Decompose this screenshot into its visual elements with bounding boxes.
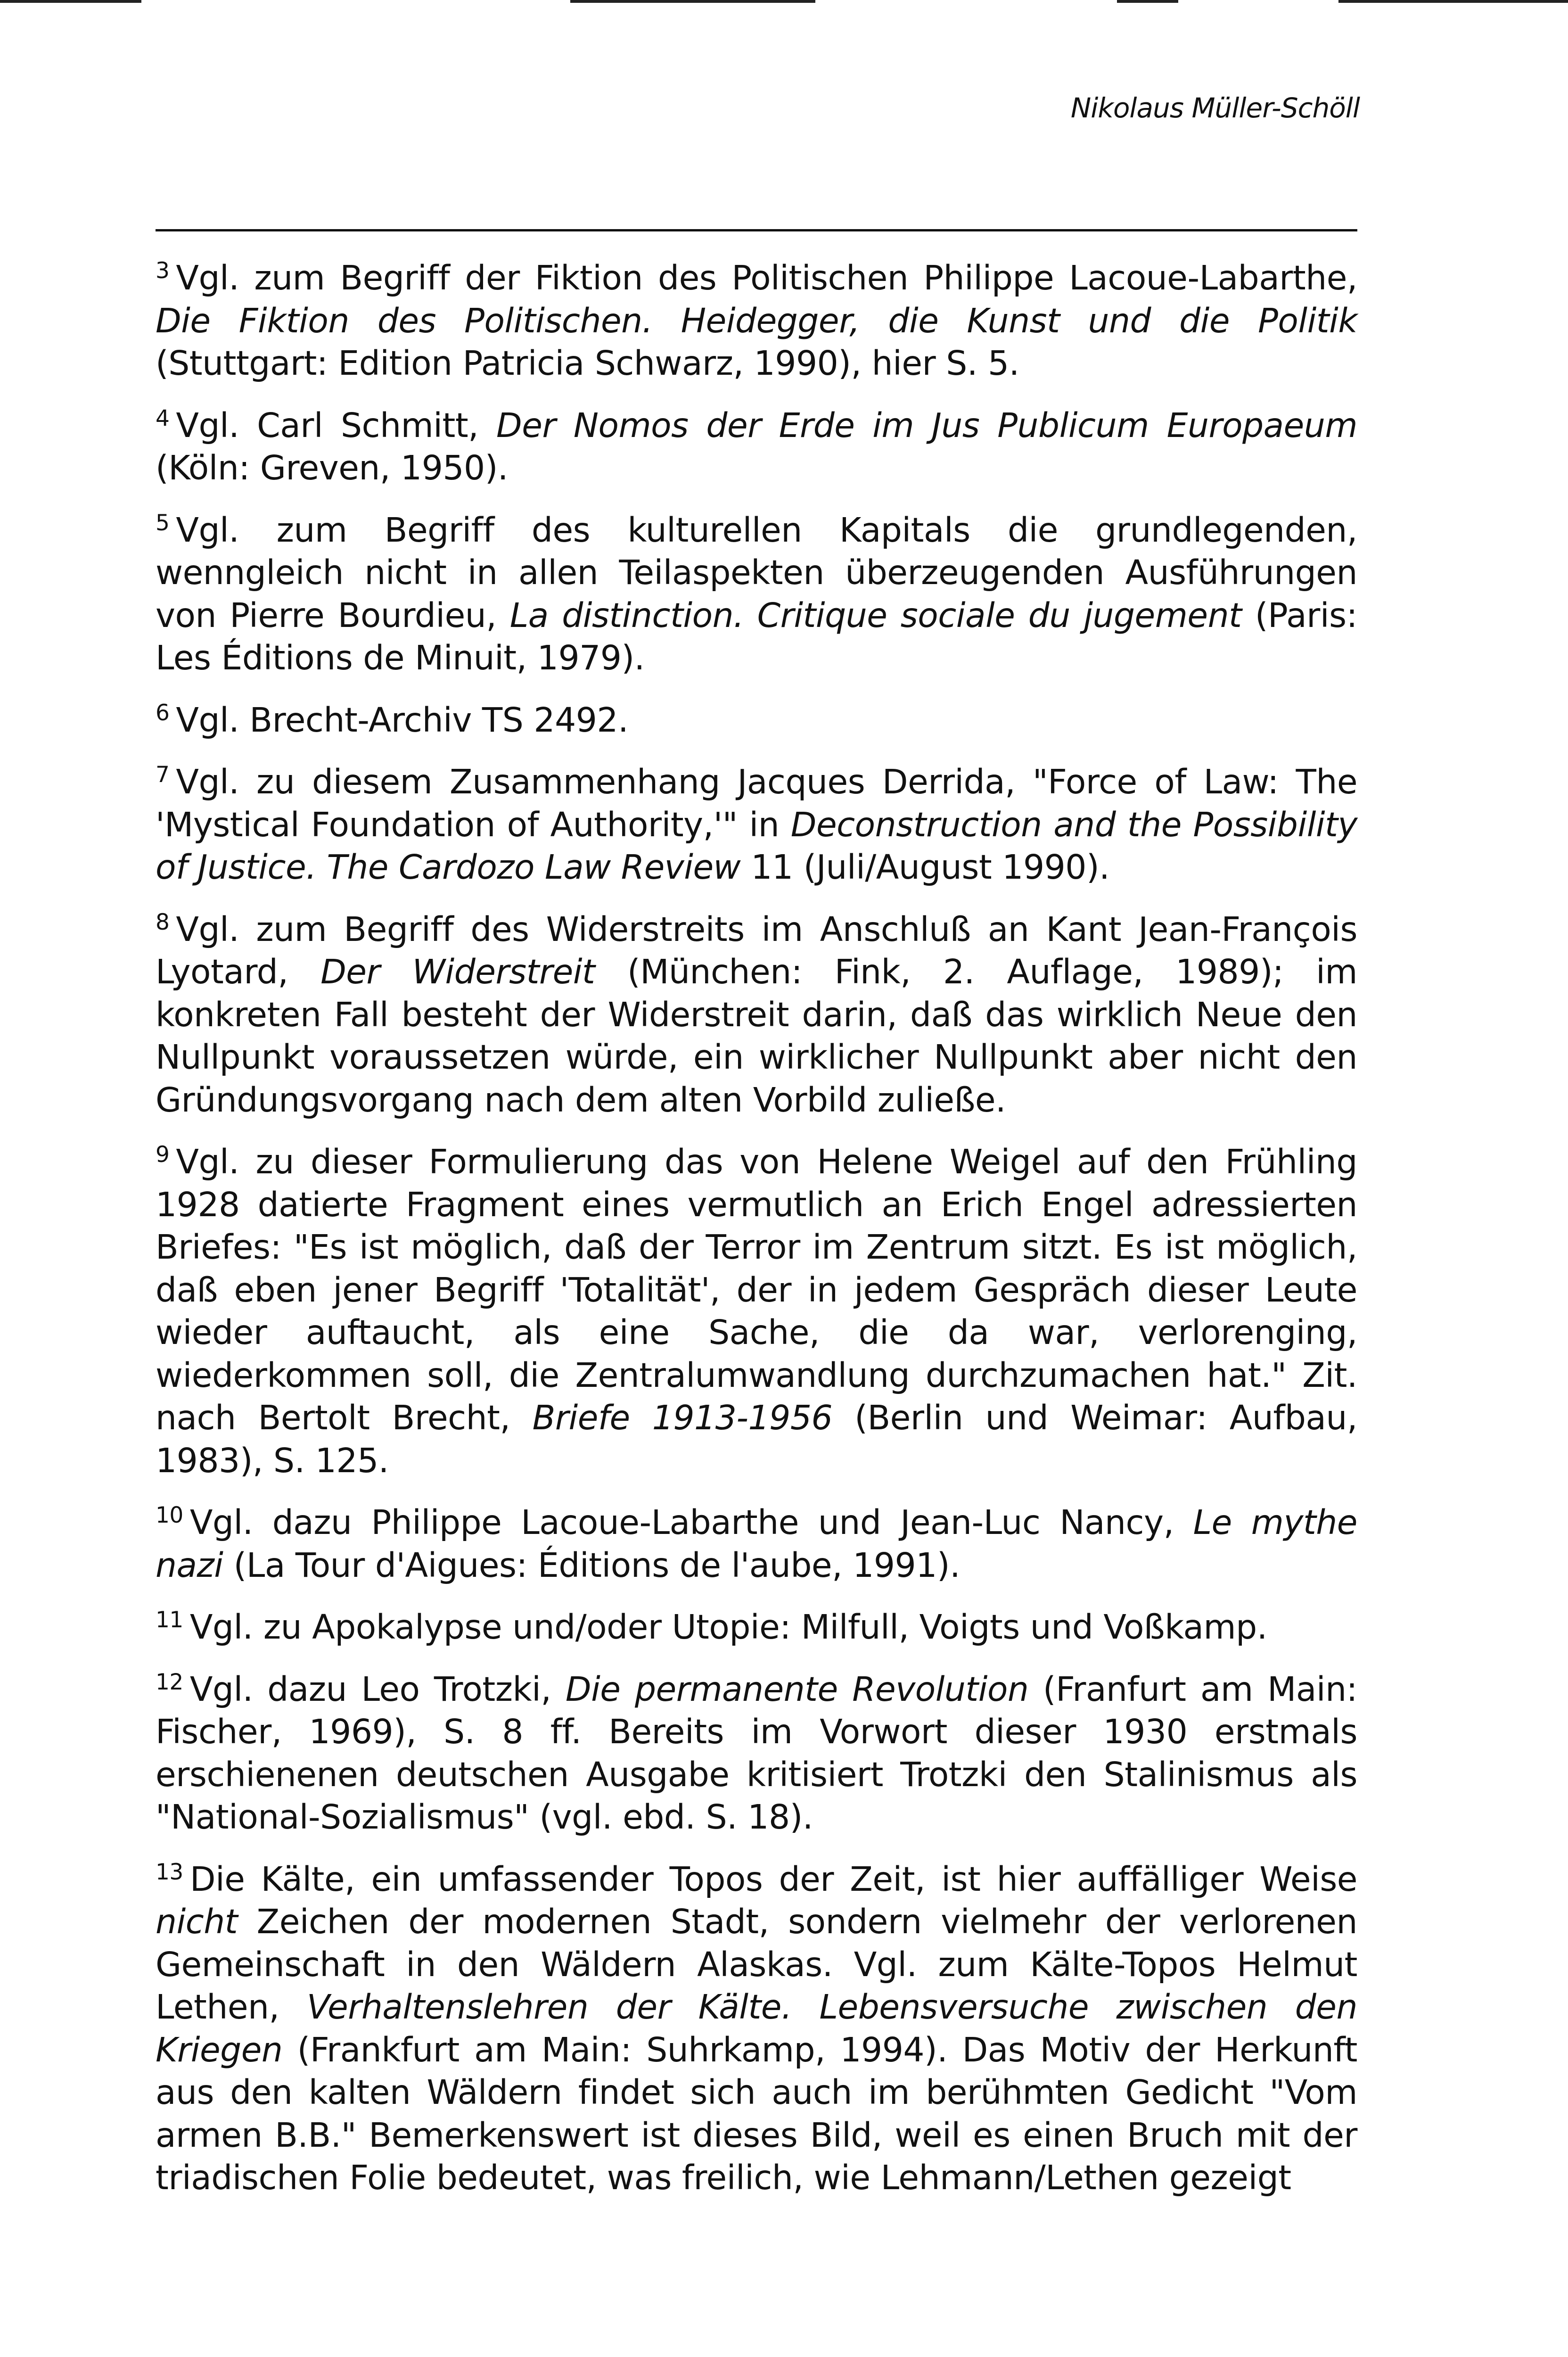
footnote-number: 12: [156, 1669, 183, 1695]
footnote-text: Vgl. dazu Leo Trotzki,: [189, 1669, 566, 1709]
footnote-text: Zeichen der modernen Stadt, sondern vielmehr der verlorenen Gemeinschaft in den Wäldern Alaskas. Vgl. zum Kälte-Topos Helmut Lethen,: [156, 1902, 1357, 2027]
footnote-separator-rule: [156, 229, 1357, 231]
footnote-text: Vgl. Carl Schmitt,: [176, 405, 497, 445]
footnote-text: Vgl. zum Begriff der Fiktion des Politischen Philippe Lacoue-Labarthe,: [176, 258, 1357, 297]
footnote-number: 13: [156, 1859, 183, 1885]
footnote-7: [156, 761, 1357, 889]
footnote-text: (La Tour d'Aigues: Éditions de l'aube, 1991).: [223, 1545, 961, 1585]
footnote-title-italic: Der Nomos der Erde im Jus Publicum Europaeum: [496, 405, 1357, 445]
footnote-title-italic: Die permanente Revolution: [565, 1669, 1029, 1709]
footnote-4: [156, 404, 1357, 490]
footnote-text: Vgl. dazu Philippe Lacoue-Labarthe und Jean-Luc Nancy,: [189, 1503, 1193, 1542]
footnote-8: [156, 908, 1357, 1122]
footnote-6: [156, 699, 1357, 742]
scan-edge-far-right: [1338, 0, 1568, 3]
footnotes-section: [156, 257, 1357, 2219]
footnote-title-italic: nicht: [156, 1902, 238, 1941]
footnote-number: 5: [156, 510, 170, 536]
footnote-number: 6: [156, 700, 170, 726]
footnote-text: (Stuttgart: Edition Patricia Schwarz, 1990), hier S. 5.: [156, 344, 1019, 383]
footnote-text: Vgl. zum Begriff des kulturellen Kapitals die grundlegenden, wenngleich nicht in allen Teilaspekten überzeugenden Ausführungen von Pierre Bourdieu,: [156, 510, 1357, 635]
footnote-title-italic: Le mythe nazi: [156, 1503, 1357, 1585]
footnote-text: (Köln: Greven, 1950).: [156, 448, 509, 487]
footnote-text: (Franfurt am Main: Fischer, 1969), S. 8 ff. Bereits im Vorwort dieser 1930 erstmals erschienenen deutschen Ausgabe kritisiert Trotzki den Stalinismus als "National-Sozialismus" (vgl. ebd. S. 18).: [156, 1669, 1357, 1837]
footnote-title-italic: La distinction. Critique sociale du jugement: [509, 595, 1242, 635]
footnote-text: (München: Fink, 2. Auflage, 1989); im konkreten Fall besteht der Widerstreit darin, daß das wirklich Neue den Nullpunkt voraussetzen würde, ein wirklicher Nullpunkt aber nicht den Gründungsvorgang nach dem alten Vorbild zuließe.: [156, 952, 1357, 1120]
footnote-text: 11 (Juli/August 1990).: [740, 848, 1110, 887]
footnote-number: 9: [156, 1142, 170, 1168]
footnote-text: Die Kälte, ein umfassender Topos der Zeit, ist hier auffälliger Weise: [189, 1859, 1357, 1899]
footnote-title-italic: Der Widerstreit: [320, 952, 595, 991]
footnote-text: (Berlin und Weimar: Aufbau, 1983), S. 125.: [156, 1398, 1357, 1480]
footnote-number: 7: [156, 762, 170, 788]
footnote-title-italic: Briefe 1913-1956: [532, 1398, 833, 1437]
footnote-number: 4: [156, 405, 170, 431]
footnote-text: Vgl. zum Begriff des Widerstreits im Anschluß an Kant Jean-François Lyotard,: [156, 909, 1357, 991]
footnote-title-italic: Verhaltenslehren der Kälte. Lebensversuche zwischen den Kriegen: [156, 1987, 1357, 2069]
footnote-10: [156, 1501, 1357, 1587]
footnote-text: (Frankfurt am Main: Suhrkamp, 1994). Das Motiv der Herkunft aus den kalten Wäldern findet sich auch im berühmten Gedicht "Vom armen B.B." Bemerkenswert ist dieses Bild, weil es einen Bruch mit der triadischen Folie bedeutet, was freilich, wie Lehmann/Lethen gezeigt: [156, 2030, 1357, 2197]
footnote-text: Vgl. zu dieser Formulierung das von Helene Weigel auf den Frühling 1928 datierte Fragment eines vermutlich an Erich Engel adressierten Briefes: "Es ist möglich, daß der Terror im Zentrum sitzt. Es ist möglich, daß eben jener Begriff 'Totalität', der in jedem Gespräch dieser Leute wieder auftaucht, als eine Sache, die da war, verlorenging, wiederkommen soll, die Zentralumwandlung durchzumachen hat." Zit. nach Bertolt Brecht,: [156, 1142, 1357, 1437]
footnote-5: [156, 509, 1357, 680]
footnote-title-italic: Die Fiktion des Politischen. Heidegger, die Kunst und die Politik: [156, 301, 1357, 340]
footnote-text: Vgl. Brecht-Archiv TS 2492.: [176, 700, 629, 740]
footnote-number: 8: [156, 909, 170, 935]
footnote-title-italic: Deconstruction and the Possibility of Justice. The Cardozo Law Review: [156, 805, 1358, 887]
footnote-3: [156, 257, 1357, 385]
footnote-number: 3: [156, 258, 170, 284]
footnote-9: [156, 1141, 1357, 1482]
footnote-number: 11: [156, 1607, 183, 1633]
scan-edge-right: [1117, 0, 1178, 3]
footnote-number: 10: [156, 1502, 183, 1528]
footnote-13: [156, 1858, 1357, 2200]
scan-edge-left: [0, 0, 141, 3]
footnote-text: Vgl. zu diesem Zusammenhang Jacques Derrida, "Force of Law: The 'Mystical Foundation of Authority,'" in: [156, 762, 1357, 844]
running-head-author: Nikolaus Müller-Schöll: [1070, 92, 1360, 124]
scan-edge-center: [570, 0, 815, 3]
footnote-12: [156, 1668, 1357, 1839]
footnote-11: [156, 1606, 1357, 1649]
footnote-text: Vgl. zu Apokalypse und/oder Utopie: Milfull, Voigts und Voßkamp.: [189, 1607, 1267, 1647]
footnote-text: (Paris: Les Éditions de Minuit, 1979).: [156, 595, 1357, 677]
